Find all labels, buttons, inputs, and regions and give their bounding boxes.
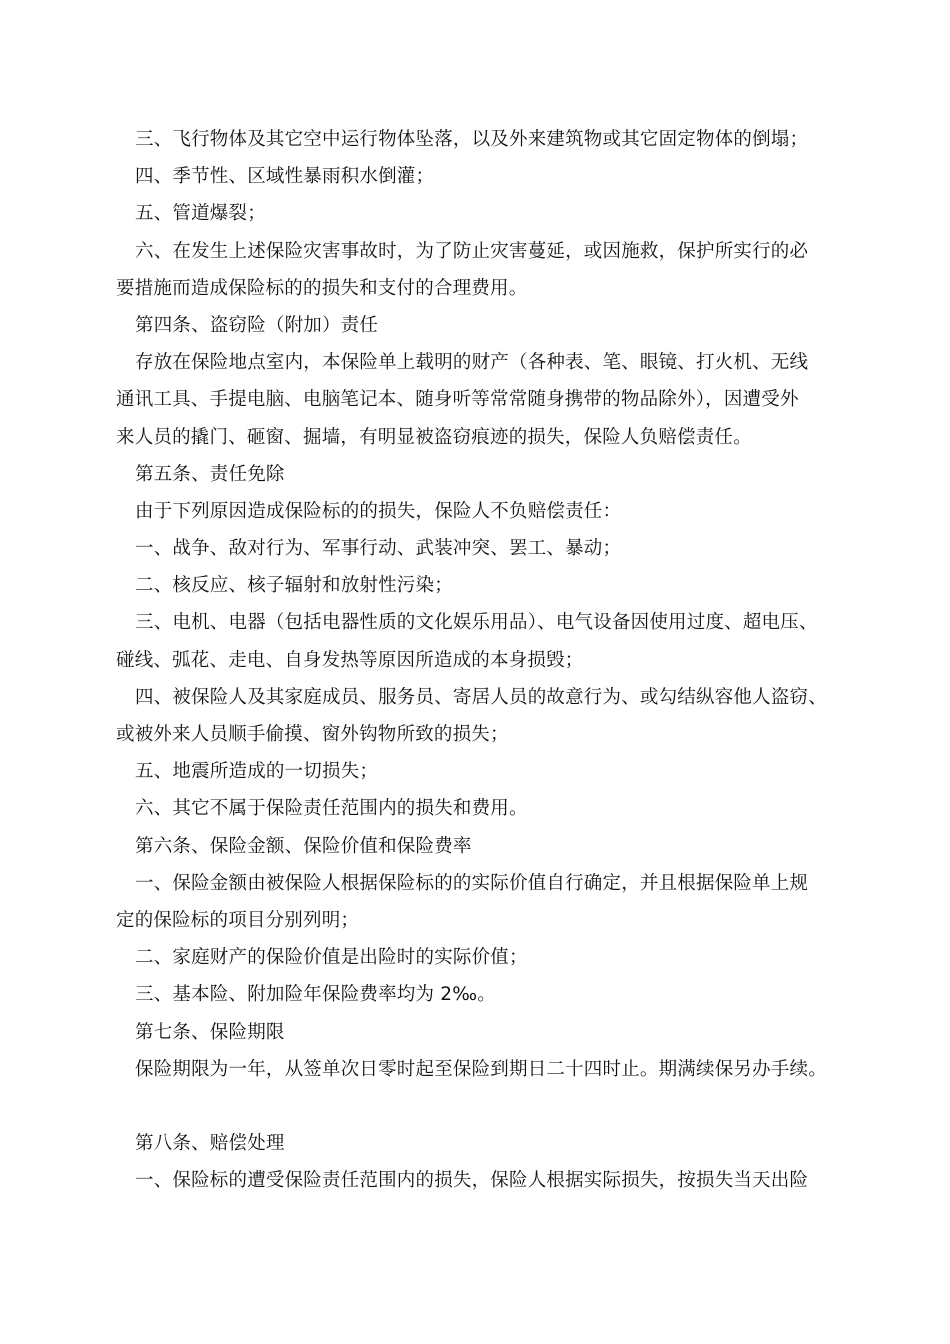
text-line: 五、管道爆裂； (135, 203, 266, 225)
text-line: 二、家庭财产的保险价值是出险时的实际价值； (135, 947, 528, 969)
text-line: 六、在发生上述保险灾害事故时，为了防止灾害蔓延，或因施救，保护所实行的必 (135, 240, 809, 262)
text-line: 三、飞行物体及其它空中运行物体坠落，以及外来建筑物或其它固定物体的倒塌； (135, 129, 809, 150)
text-line: 五、地震所造成的一切损失； (135, 761, 379, 783)
section-heading: 第六条、保险金额、保险价值和保险费率 (135, 835, 472, 857)
text-line: 由于下列原因造成保险标的的损失，保险人不负赔偿责任： (135, 500, 622, 522)
document-body (116, 121, 851, 1199)
text-line: 要措施而造成保险标的的损失和支付的合理费用。 (116, 277, 528, 299)
section-heading: 第七条、保险期限 (135, 1021, 285, 1043)
section-heading: 第八条、赔偿处理 (135, 1133, 285, 1155)
text-line: 一、保险标的遭受保险责任范围内的损失，保险人根据实际损失，按损失当天出险 (135, 1170, 809, 1192)
text-line: 保险期限为一年，从签单次日零时起至保险到期日二十四时止。期满续保另办手续。 (135, 1058, 827, 1080)
text-line: 一、战争、敌对行为、军事行动、武装冲突、罢工、暴动； (135, 538, 622, 560)
text-line: 通讯工具、手提电脑、电脑笔记本、随身听等常常随身携带的物品除外），因遭受外 (116, 389, 799, 411)
text-line: 四、季节性、区域性暴雨积水倒灌； (135, 166, 435, 188)
section-heading: 第四条、盗窃险（附加）责任 (135, 314, 379, 336)
text-line: 碰线、弧花、走电、自身发热等原因所造成的本身损毁； (116, 649, 584, 671)
text-line: 来人员的撬门、砸窗、掘墙，有明显被盗窃痕迹的损失，保险人负赔偿责任。 (116, 426, 752, 448)
text-line: 三、基本险、附加险年保险费率均为 2‰。 (135, 984, 496, 1006)
text-line: 二、核反应、核子辐射和放射性污染； (135, 575, 453, 597)
blank-line (116, 1088, 851, 1125)
text-line: 四、被保险人及其家庭成员、服务员、寄居人员的故意行为、或勾结纵容他人盗窃、 (135, 686, 827, 708)
text-line: 三、电机、电器（包括电器性质的文化娱乐用品）、电气设备因使用过度、超电压、 (135, 612, 818, 634)
section-heading: 第五条、责任免除 (135, 463, 285, 485)
text-line: 一、保险金额由被保险人根据保险标的的实际价值自行确定，并且根据保险单上规 (135, 872, 809, 894)
text-line: 定的保险标的项目分别列明； (116, 909, 360, 931)
text-line: 或被外来人员顺手偷摸、窗外钩物所致的损失； (116, 724, 509, 745)
text-line: 存放在保险地点室内，本保险单上载明的财产（各种表、笔、眼镜、打火机、无线 (135, 352, 809, 374)
text-line: 六、其它不属于保险责任范围内的损失和费用。 (135, 798, 528, 820)
